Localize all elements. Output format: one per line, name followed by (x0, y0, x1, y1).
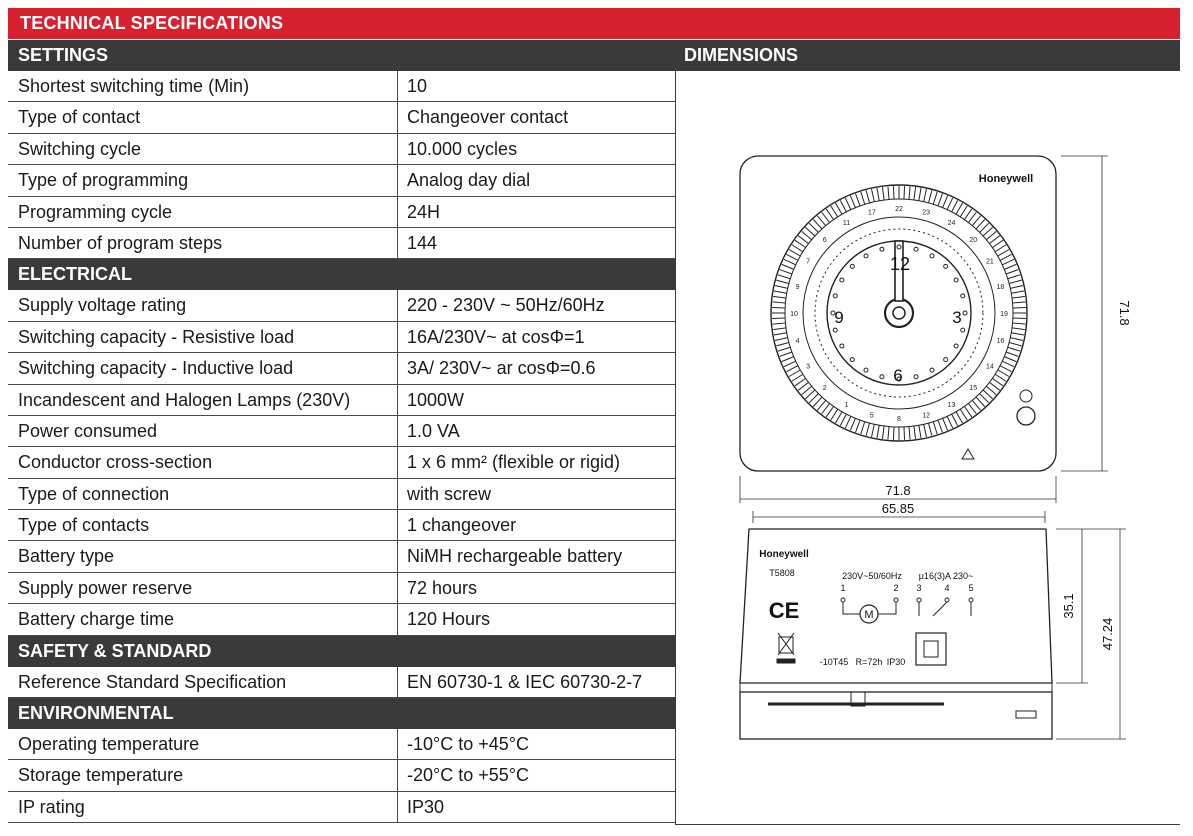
table-row (8, 71, 675, 102)
dial-dot (880, 375, 884, 379)
dial-tick (998, 370, 1009, 377)
dial-tick (929, 190, 932, 203)
dial-tick (933, 192, 937, 204)
dial-tick (1010, 338, 1023, 341)
dial-tick (1010, 286, 1023, 289)
dial-tick (840, 414, 846, 426)
dial-tick (1006, 352, 1018, 356)
dial-tick (773, 328, 786, 330)
dial-number-9: 9 (834, 308, 844, 327)
side-terminal-5: 5 (968, 583, 974, 593)
spec-value: EN 60730-1 & IEC 60730-2-7 (407, 671, 643, 692)
side-dimension-lines (1056, 529, 1126, 739)
dial-tick (947, 416, 952, 428)
dial-dot (833, 294, 837, 298)
dial-tick (956, 412, 963, 423)
dial-hour-label: 8 (897, 416, 901, 423)
dial-tick (805, 227, 815, 236)
spec-label: Supply power reserve (8, 573, 398, 603)
dial-dot (840, 344, 844, 348)
dial-hour-label: 1 (844, 401, 849, 409)
dial-tick (1013, 318, 1026, 319)
dial-tick (888, 427, 889, 440)
dial-tick (986, 386, 996, 394)
dial-tick (909, 186, 910, 199)
dial-tick (822, 403, 830, 413)
front-view (740, 156, 1056, 471)
dial-tick (802, 231, 812, 239)
side-rating: μ16(3)A 230~ (918, 571, 974, 581)
front-outline (740, 156, 1056, 471)
dial-tick (773, 296, 786, 298)
side-terminal-1: 1 (840, 583, 846, 593)
dial-tick (798, 382, 808, 390)
dial-hour-label: 18 (996, 283, 1005, 291)
spec-value: 120 Hours (407, 609, 491, 630)
dial-tick (980, 223, 989, 232)
dial-dot (850, 264, 854, 268)
table-row (8, 102, 675, 133)
dial-dot (930, 368, 934, 372)
dial-tick (817, 400, 825, 410)
dial-tick (983, 390, 993, 399)
dial-tick (1012, 328, 1025, 330)
dial-tick (947, 198, 952, 210)
side-view (740, 529, 1052, 739)
dial-tick (786, 366, 798, 372)
dial-tick (836, 203, 843, 214)
spec-value: with screw (407, 483, 492, 504)
dim-side-height-label: 35.1 (1061, 593, 1076, 619)
dimensions-area (676, 71, 1180, 825)
table-row (8, 228, 675, 259)
dial-hour-label: 11 (842, 220, 851, 228)
dial-tick (1000, 254, 1012, 260)
dial-tick (772, 307, 785, 308)
dial-dot (961, 328, 965, 332)
dial-tick (943, 196, 948, 208)
dial-tick (1000, 366, 1012, 372)
dial-hour-label: 22 (895, 206, 903, 213)
dial-tick (904, 427, 905, 440)
dial-dot (963, 311, 967, 315)
table-row (8, 322, 675, 353)
dial-tick (989, 382, 999, 390)
dial-tick (980, 394, 989, 403)
middle-ring (785, 199, 1013, 427)
dial-tick (992, 240, 1003, 247)
dial-tick (888, 186, 889, 199)
dial-tick (866, 423, 869, 436)
dial-tick (817, 216, 825, 226)
dial-tick (778, 275, 790, 279)
dial-tick (775, 338, 788, 341)
section-header: ELECTRICAL (8, 259, 675, 290)
dial-tick (968, 212, 976, 222)
dial-tick (809, 223, 818, 232)
spec-value: Changeover contact (407, 107, 569, 128)
spec-label: Reference Standard Specification (8, 667, 398, 697)
spec-value: 1 x 6 mm² (flexible or rigid) (407, 452, 621, 473)
dial-tick (850, 196, 855, 208)
table-row (8, 165, 675, 196)
table-row (8, 353, 675, 384)
dial-tick (789, 370, 800, 377)
dial-tick (786, 254, 798, 260)
side-temperature: -10T45 (819, 657, 849, 667)
dial-tick (772, 323, 785, 324)
dial-tick (780, 270, 792, 274)
side-voltage: 230V~50/60Hz (842, 571, 902, 581)
dial-tick (1006, 270, 1018, 274)
spec-label: IP rating (8, 792, 398, 822)
dial-number-6: 6 (893, 366, 903, 385)
dial-tick (831, 206, 838, 217)
dial-tick (813, 397, 822, 407)
dial-tick (909, 427, 910, 440)
dial-tick (776, 343, 789, 346)
dial-tick (831, 409, 838, 420)
dial-tick (938, 420, 942, 432)
dial-tick (914, 187, 916, 200)
spec-label: Number of program steps (8, 228, 398, 258)
dial-dot (954, 344, 958, 348)
dial-tick (840, 200, 846, 212)
dial-tick (789, 250, 800, 257)
spec-label: Type of contacts (8, 510, 398, 540)
dial-hour-label: 10 (790, 311, 798, 318)
spec-value: 144 (407, 232, 438, 253)
dim-front-width-label: 65.85 (881, 501, 915, 516)
dial-tick (805, 390, 815, 399)
dial-hour-label: 13 (947, 401, 956, 409)
spec-label: Type of contact (8, 102, 398, 132)
dial-tick (972, 400, 980, 410)
dial-tick (968, 403, 976, 413)
dial-tick (933, 422, 937, 434)
dial-dot (864, 368, 868, 372)
spec-label: Incandescent and Halogen Lamps (230V) (8, 385, 398, 415)
dial-hour-label: 7 (806, 258, 811, 266)
dial-hour-label: 9 (795, 283, 800, 291)
dial-tick (1011, 291, 1024, 293)
dial-hour-label: 3 (806, 363, 811, 371)
dial-dot (850, 358, 854, 362)
dial-dot (880, 247, 884, 251)
table-row (8, 385, 675, 416)
dial-tick (795, 240, 806, 247)
dial-tick (919, 188, 921, 201)
motor-symbol: M (864, 609, 874, 621)
dimensions-header: DIMENSIONS (676, 40, 1180, 71)
dial-tick (1012, 296, 1025, 298)
dial-tick (952, 414, 958, 426)
dial-tick (964, 406, 971, 417)
table-row (8, 447, 675, 478)
table-row (8, 197, 675, 228)
dial-hour-label: 15 (969, 385, 978, 393)
specifications-table (8, 40, 675, 823)
dial-dot (944, 264, 948, 268)
dial-tick (850, 418, 855, 430)
dial-tick (782, 357, 794, 362)
dial-tick (1013, 302, 1026, 303)
spec-label: Supply voltage rating (8, 290, 398, 320)
dial-hour-label: 21 (986, 258, 994, 266)
dial-tick (813, 219, 822, 229)
spec-label: Type of programming (8, 165, 398, 195)
dial-tick (976, 397, 985, 407)
dial-tick (861, 192, 865, 204)
adjust-knob (1017, 407, 1035, 425)
dial-tick (1002, 259, 1014, 264)
dial-tick (986, 231, 996, 239)
spec-value: NiMH rechargeable battery (407, 546, 623, 567)
dim-height-label: 71.8 (1117, 300, 1132, 326)
dial-tick (792, 374, 803, 381)
dial-tick (976, 219, 985, 229)
dial-hour-label: 19 (1000, 311, 1008, 318)
dial-tick (809, 394, 818, 403)
dial-dot (954, 278, 958, 282)
dial-tick (772, 302, 785, 303)
spec-value: Analog day dial (407, 170, 531, 191)
dial-tick (893, 186, 894, 199)
dial-tick (1009, 343, 1022, 346)
dial-dot (944, 358, 948, 362)
dial-hour-label: 14 (986, 363, 994, 371)
dial-tick (872, 424, 875, 437)
side-terminal-4: 4 (944, 583, 950, 593)
dial-tick (964, 209, 971, 220)
dial-tick (1002, 361, 1014, 366)
dial-tick (845, 198, 850, 210)
dial-tick (904, 186, 905, 199)
dial-tick (924, 189, 927, 202)
dial-tick (775, 286, 788, 289)
dial-hour-label: 23 (922, 209, 931, 217)
dial-tick (972, 216, 980, 226)
table-row (8, 604, 675, 635)
table-row (8, 510, 675, 541)
dial-tick (924, 424, 927, 437)
dial-tick (882, 426, 884, 439)
dial-hour-label: 17 (867, 209, 876, 217)
spec-value: 72 hours (407, 577, 478, 598)
dial-tick (795, 378, 806, 385)
dial-tick (802, 386, 812, 394)
dial-tick (778, 347, 790, 351)
dial-tick (998, 250, 1009, 257)
dial-tick (960, 206, 967, 217)
dial-tick (952, 200, 958, 212)
dial-tick (1008, 275, 1020, 279)
table-row (8, 416, 675, 447)
side-brand-logo: Honeywell (759, 549, 809, 560)
dial-tick (856, 420, 860, 432)
dial-tick (774, 291, 787, 293)
dial-dot (961, 294, 965, 298)
dial-tick (774, 333, 787, 335)
dial-hour-label: 24 (947, 220, 956, 228)
dial-hour-label: 12 (922, 412, 931, 420)
dial-tick (784, 259, 796, 264)
dial-tick (780, 352, 792, 356)
dial-hour-label: 4 (795, 338, 800, 346)
spec-label: Shortest switching time (Min) (8, 71, 398, 101)
dial-tick (836, 412, 843, 423)
dial-tick (798, 236, 808, 244)
dial-tick (792, 245, 803, 252)
table-row (8, 792, 675, 823)
dial-number-3: 3 (952, 308, 962, 327)
dial-tick (877, 425, 879, 438)
dial-number-12: 12 (889, 254, 911, 274)
dial-tick (956, 203, 963, 214)
spec-value: 1.0 VA (407, 420, 460, 441)
dial-tick (1013, 323, 1026, 324)
dial-hour-label: 5 (869, 412, 874, 420)
dial-tick (782, 264, 794, 269)
dial-tick (960, 409, 967, 420)
spec-label: Programming cycle (8, 197, 398, 227)
spec-value: 1000W (407, 389, 465, 410)
spec-value: 10 (407, 76, 428, 96)
dial-tick (1008, 347, 1020, 351)
section-header: SETTINGS (8, 40, 675, 71)
dial-tick (1011, 333, 1024, 335)
side-reserve: R=72h (855, 657, 883, 667)
dial-dot (914, 247, 918, 251)
spec-value: -10°C to +45°C (407, 734, 529, 755)
table-row (8, 573, 675, 604)
dial-tick (1004, 264, 1016, 269)
dial-dot (914, 375, 918, 379)
section-header: ENVIRONMENTAL (8, 698, 675, 729)
dial-tick (919, 425, 921, 438)
table-row (8, 729, 675, 760)
dial-tick (1013, 307, 1026, 308)
spec-label: Battery type (8, 541, 398, 571)
dial-hub (885, 299, 913, 327)
spec-value: IP30 (407, 796, 445, 817)
dial-tick (1009, 280, 1022, 283)
spec-label: Power consumed (8, 416, 398, 446)
dial-hour-label: 2 (822, 385, 827, 393)
technical-specifications-title: TECHNICAL SPECIFICATIONS (8, 8, 1180, 39)
table-row (8, 760, 675, 791)
spec-label: Switching cycle (8, 134, 398, 164)
spec-label: Battery charge time (8, 604, 398, 634)
dial-tick (995, 245, 1006, 252)
spec-value: 3A/ 230V~ ar cosΦ=0.6 (407, 358, 596, 379)
spec-label: Storage temperature (8, 760, 398, 790)
dimension-drawing (676, 71, 1180, 825)
dial-tick (872, 189, 875, 202)
dial-hour-label: 6 (822, 236, 827, 244)
side-ip: IP30 (886, 657, 906, 667)
dial-tick (877, 188, 879, 201)
spec-value: 16A/230V~ at cosΦ=1 (407, 326, 585, 347)
table-row (8, 667, 675, 698)
dial-dot (840, 278, 844, 282)
dial-dot (864, 254, 868, 258)
dial-hour-label: 20 (969, 236, 978, 244)
side-model-number: T5808 (769, 568, 795, 578)
spec-value: 10.000 cycles (407, 138, 518, 159)
table-row (8, 134, 675, 165)
table-row (8, 479, 675, 510)
dial-tick (989, 236, 999, 244)
dial-tick (929, 423, 932, 436)
dial-tick (866, 190, 869, 203)
dial-tick (1004, 357, 1016, 362)
spec-label: Conductor cross-section (8, 447, 398, 477)
dial-dot (930, 254, 934, 258)
side-terminal-3: 3 (916, 583, 922, 593)
dial-tick (822, 212, 830, 222)
dial-tick (776, 280, 789, 283)
table-row (8, 541, 675, 572)
dim-total-height-label: 47.24 (1100, 617, 1115, 651)
ce-mark: CE (768, 598, 800, 623)
spec-value: -20°C to +55°C (407, 765, 529, 786)
dial-dot (833, 328, 837, 332)
dial-tick (992, 378, 1003, 385)
dial-tick (772, 318, 785, 319)
dial-tick (882, 187, 884, 200)
spec-value: 220 - 230V ~ 50Hz/60Hz (407, 295, 605, 316)
dim-width-label: 71.8 (885, 483, 911, 498)
section-header: SAFETY & STANDARD (8, 636, 675, 667)
spec-value: 1 changeover (407, 515, 517, 536)
dial-tick (826, 406, 833, 417)
dial-tick (826, 209, 833, 220)
spec-label: Operating temperature (8, 729, 398, 759)
side-terminal-2: 2 (893, 583, 899, 593)
spec-label: Type of connection (8, 479, 398, 509)
dial-tick (784, 361, 796, 366)
dial-tick (893, 427, 894, 440)
dial-tick (938, 194, 942, 206)
spec-value: 24H (407, 201, 441, 222)
spec-label: Switching capacity - Inductive load (8, 353, 398, 383)
dial-tick (856, 194, 860, 206)
dial-tick (845, 416, 850, 428)
dial-tick (995, 374, 1006, 381)
front-brand-logo: Honeywell (978, 173, 1034, 185)
dial-hour-label: 16 (996, 338, 1005, 346)
dial-tick (943, 418, 948, 430)
dial-tick (914, 426, 916, 439)
table-row (8, 290, 675, 321)
dial-tick (983, 227, 993, 236)
spec-label: Switching capacity - Resistive load (8, 322, 398, 352)
dial-tick (861, 422, 865, 434)
